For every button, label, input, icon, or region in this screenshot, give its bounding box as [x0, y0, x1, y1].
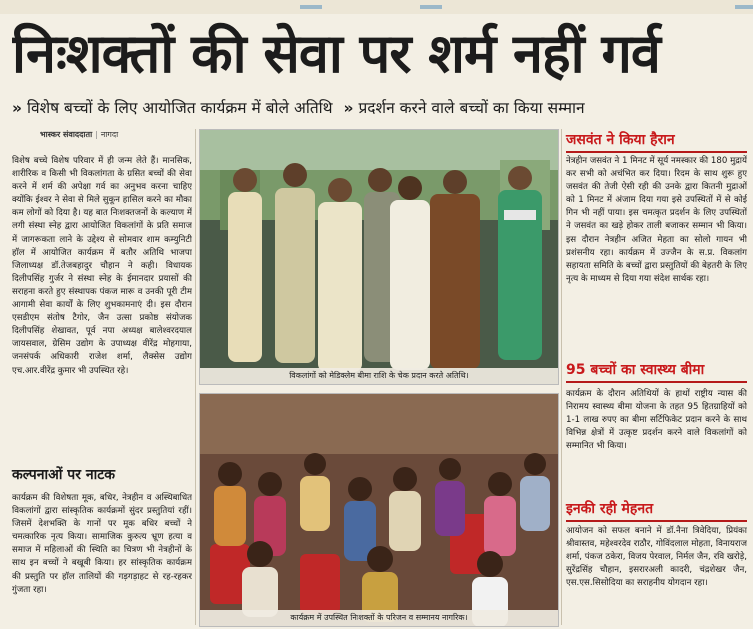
column-divider: [561, 129, 562, 625]
section-title-jaswant: जसवंत ने किया हैरान: [566, 132, 675, 148]
headline: निःशक्तों की सेवा पर शर्म नहीं गर्व: [12, 22, 660, 85]
top-strip-mark: [735, 5, 753, 9]
subhead-bullet: »: [12, 99, 23, 117]
photo-cheque-distribution-image: [200, 130, 558, 384]
subhead-text: प्रदर्शन करने वाले बच्चों का किया सम्मान: [358, 99, 585, 117]
photo-audience-image: [200, 394, 558, 626]
subhead-text: विशेष बच्चों के लिए आयोजित कार्यक्रम में बोले अतिथि: [26, 99, 333, 117]
subheadline: [12, 95, 747, 121]
byline: भास्कर संवाददाता | नागदा: [40, 130, 119, 139]
section-title-bima: 95 बच्चों का स्वास्थ्य बीमा: [566, 362, 705, 378]
photo-caption: कार्यक्रम में उपस्थित निःशक्तों के परिजन व सम्मानय नागरिक।: [200, 610, 558, 626]
section-text-bima: कार्यक्रम के दौरान अतिथियों के हाथों राष्ट्रीय न्यास की निरामय स्वास्थ्य बीमा योजना के तहत 95 हितग्राहियों को 1-1 लाख रुपए का बीमा सर्टिफिकेट प्रदान करने के साथ विभिन्न क्षेत्रों में उत्कृष्ट प्रदर्शन करने वाले विकलांगों को सम्मानित भी किया।: [566, 389, 747, 452]
byline-agency: भास्कर संवाददाता: [40, 130, 93, 139]
section-rule: [566, 151, 747, 153]
top-strip-mark: [300, 5, 322, 9]
main-article-text: विशेष बच्चे विशेष परिवार में ही जन्म लेते हैं। मानसिक, शारीरिक व किसी भी विकलांगता के ग्रसित बच्चों की सेवा करने में शर्म की अपेक्षा गर्व का अनुभव करना चाहिए क्योंकि ईश्वर ने सेवा से मिले सुकून हासिल करने का मौका कम लोगों को दिया है। यह बात निःशक्तजनों के कल्याण में लगी संस्था स्नेह द्वारा आयोजित विकलांगों के प्रति समाज में जागरूकता लाने के उद्देश्य से सोमवार शाम कम्युनिटी हॉल में आयोजित कार्यक्रम में बतौर अतिथि भाजपा जिलाध्यक्ष डॉ.तेजबहादुर चौहान ने कही। विधायक दिलीपसिंह गुर्जर ने संस्था स्नेह के ईमानदार प्रयासों की सराहना करते हुए संस्थापक पंकज मारू व उनकी पूरी टीम आगामी सेवा कार्यों के लिए शुभकामनाएं दी। इस दौरान एसडीएम संतोष टैगोर, जैन उत्सा प्रकोष्ठ संयोजक दिलीपसिंह शेखावत, पूर्व नपा अध्यक्ष बालेश्वरदयाल जायसवाल, ग्रेसिम उद्योग के उपाध्यक्ष वीरेंद्र मोहगाया, जनसंपर्क अधिकारी राजेश शर्मा, लैक्सेस उद्योग एच.आर.वीरेंद्र कुमार भी उपस्थित रहे।: [12, 156, 192, 376]
photo-audience: [199, 393, 559, 627]
subhead-bullet: »: [343, 99, 354, 117]
photo-cheque-distribution: [199, 129, 559, 385]
byline-place: नागदा: [100, 130, 119, 139]
section-text-jaswant: नेत्रहीन जसवंत ने 1 मिनट में सूर्य नमस्कार की 180 मुद्रायें कर सभी को अचंभित कर दिया। रिदम के साथ शुरू हुए जसवंत की तेजी ऐसी रही की उनके द्वारा कितनी मुद्राओं को 1 मिनट में अंजाम दिया गया इसे उपस्थितों में से कोई गिन भी नहीं पाया। इस चमत्कृत प्रदर्शन के लिए उपस्थितों ने जसवंत का खड़े होकर ताली बजाकर सम्मान भी किया। इस दौरान नेत्रहीन अजित मेहता का सोलो गायन भी प्रशंसनीय रहा। कार्यक्रम में उज्जैन के स.प्र. विकलांग सहायता समिति के बच्चों द्वारा प्रस्तुतियों की बेहतरी के लिए नृत्य के माध्यम से दिया गया संदेश सार्थक रहा।: [566, 156, 747, 284]
column-divider: [195, 129, 196, 625]
section-title-natak: कल्पनाओं पर नाटक: [12, 467, 116, 483]
section-rule: [566, 381, 747, 383]
top-strip-mark: [420, 5, 442, 9]
photo-caption: विकलांगों को मेडिक्लेम बीमा राशि के चेक प्रदान करते अतिथि।: [200, 368, 558, 384]
section-text-mehnat: आयोजन को सफल बनाने में डॉ.नैना त्रिवेदिया, प्रियंका श्रीवास्तव, महेश्वरदेव राठौर, गोविंदलाल मोहता, विनायराज शर्मा, पंकज ठकेरा, विजय पेरवाल, निर्मल जैन, रवि खरोड़े, सुरेंद्रसिंह चौहान, इसरारअली कादरी, चंद्रशेखर जैन, एस.एस.सिसोदिया का सराहनीय योगदान रहा।: [566, 526, 747, 589]
page-top-strip: [0, 0, 753, 14]
section-rule: [566, 520, 747, 522]
section-title-mehnat: इनकी रही मेहनत: [566, 501, 654, 517]
section-text-natak: कार्यक्रम की विशेषता मूक, बधिर, नेत्रहीन व अस्थिबाधित विकलांगों द्वारा सांस्कृतिक कार्यक्रमों सुंदर प्रस्तुतियां रहीं। जिसमें देशभक्ति के गानों पर मूक बधिर बच्चों ने चमत्कारिक नृत्य किया। सामाजिक कुरुत्य भ्रूण हत्या व समाज में महिलाओं की स्थिति का चित्रण भी नेत्रहीनों के साथ इन बच्चों ने बखूबी किया। हर सांस्कृतिक कार्यक्रम की प्रस्तुति पर हॉल तालियों की गड़गड़ाहट से रह-रहकर गुंजता रहा।: [12, 493, 192, 595]
